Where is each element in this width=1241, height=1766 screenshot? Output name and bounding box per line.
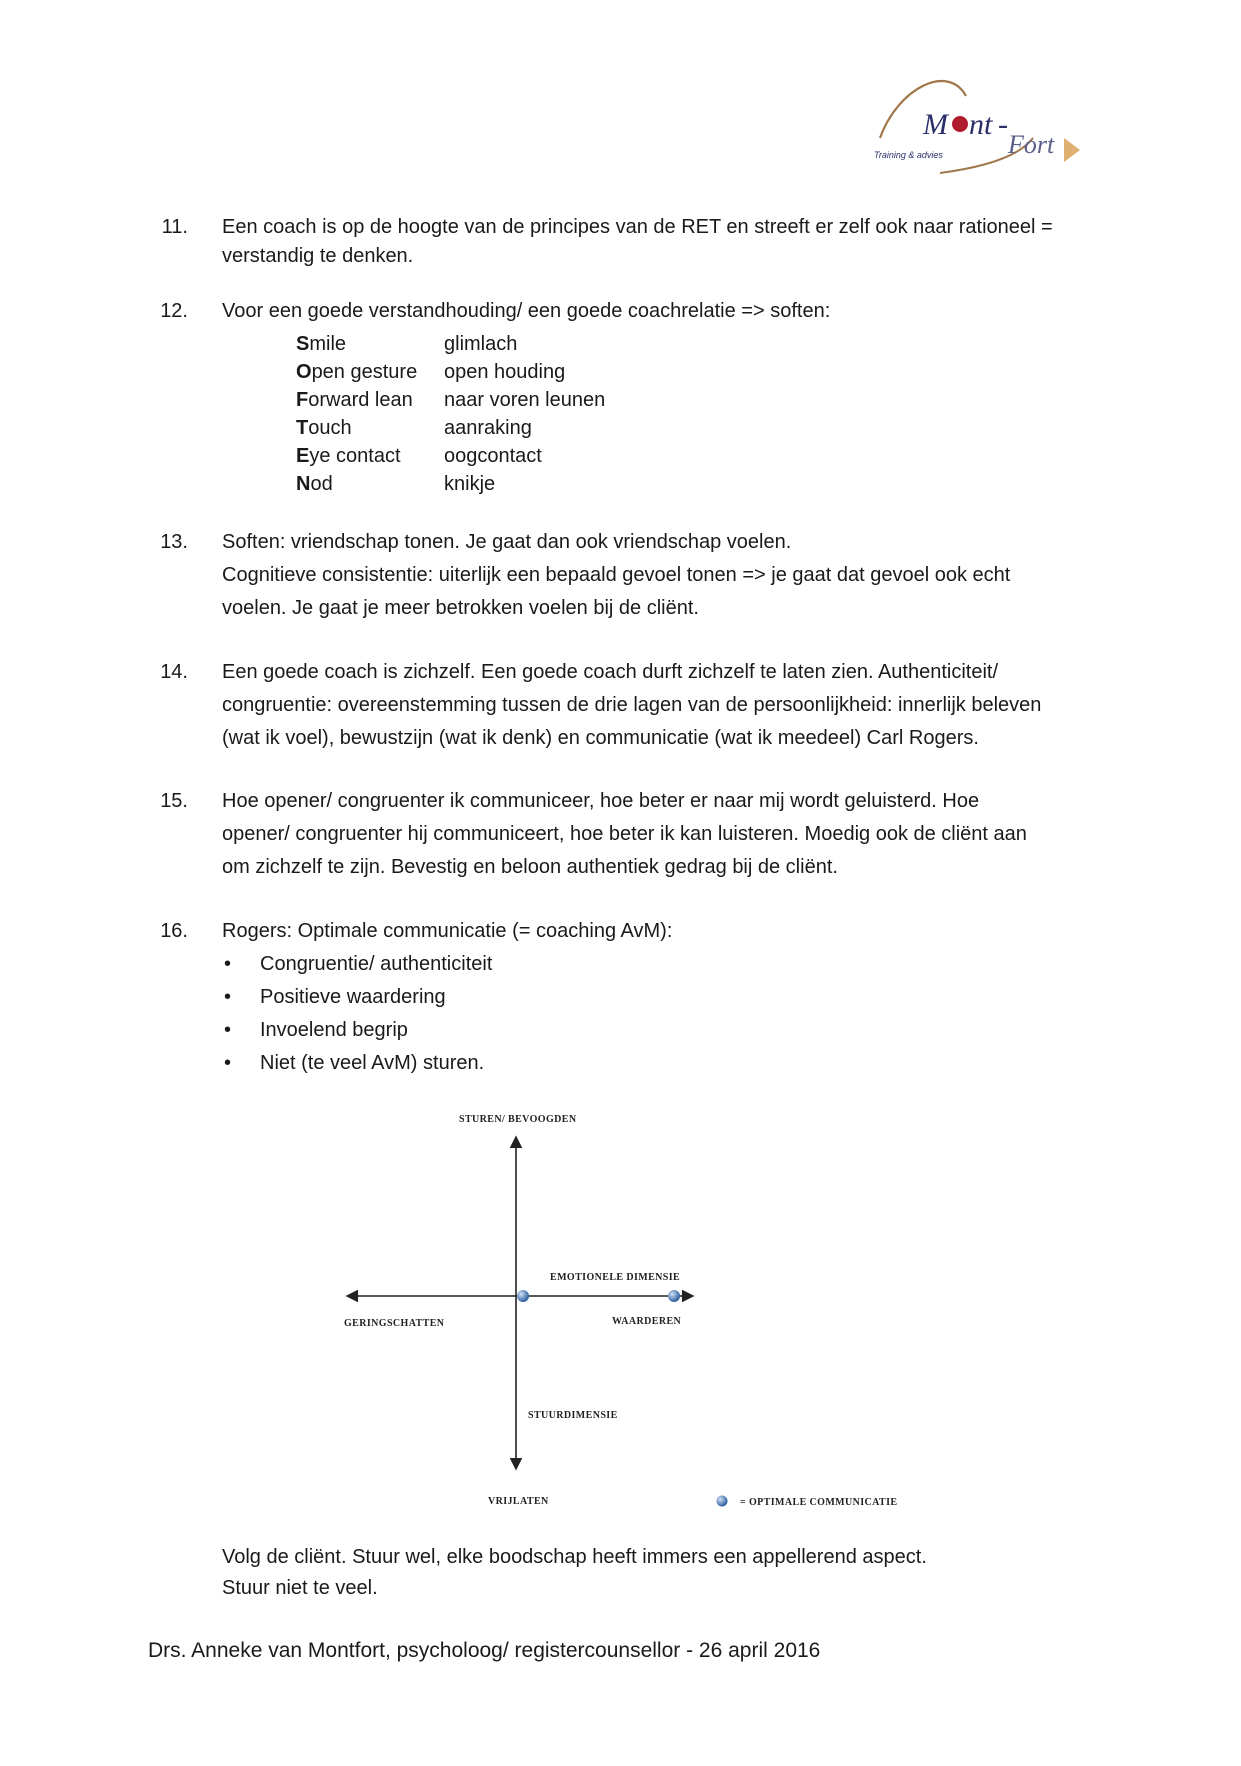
item-number: 12. [160, 300, 188, 322]
item-11-line-1: Een coach is op de hoogte van de principes van de RET en streeft er zelf ook naar rationeel = [222, 216, 1053, 238]
logo-red-dot [952, 116, 968, 132]
soften-row: Open gesture open houding [296, 361, 566, 383]
item-15-line-1: Hoe opener/ congruenter ik communiceer, hoe beter er naar mij wordt geluisterd. Hoe [222, 790, 980, 812]
soften-row: Smile glimlach [296, 333, 518, 355]
item-15-line-2: opener/ congruenter hij communiceert, hoe beter ik kan luisteren. Moedig ook de cliënt aan [222, 823, 1027, 845]
item-number: 16. [160, 920, 188, 942]
item-number: 15. [160, 790, 188, 812]
optimal-point-right [668, 1290, 680, 1302]
logo-dash: - [998, 108, 1008, 141]
soften-row: Eye contact oogcontact [296, 445, 542, 467]
soften-row: Nod knikje [296, 473, 496, 495]
label-right: WAARDEREN [612, 1316, 682, 1327]
item-16-line-1: Rogers: Optimale communicatie (= coaching AvM): [222, 920, 673, 942]
bullet-icon: • [224, 986, 232, 1008]
item-number: 11. [161, 216, 188, 238]
communication-diagram [330, 1100, 910, 1520]
bullet-icon: • [224, 953, 232, 975]
page-footer: Drs. Anneke van Montfort, psycholoog/ registercounsellor - 26 april 2016 [148, 1639, 821, 1662]
logo-arrow-icon [1064, 138, 1080, 162]
item-number: 14. [160, 661, 188, 683]
item-14-line-3: (wat ik voel), bewustzijn (wat ik denk) en communicatie (wat ik meedeel) Carl Rogers. [222, 727, 979, 749]
bullet-item: • Positieve waardering [224, 982, 446, 1012]
label-emotional-dimension: EMOTIONELE DIMENSIE [550, 1272, 681, 1283]
item-11-line-2: verstandig te denken. [222, 245, 414, 267]
label-steering-dimension: STUURDIMENSIE [528, 1410, 618, 1421]
label-bottom: VRIJLATEN [488, 1496, 549, 1507]
closing-line-1: Volg de cliënt. Stuur wel, elke boodschap heeft immers een appellerend aspect. [222, 1546, 927, 1568]
bullet-item: • Invoelend begrip [224, 1015, 408, 1045]
bullet-icon: • [224, 1019, 232, 1041]
logo-tagline: Training & advies [874, 150, 943, 160]
bullet-icon: • [224, 1052, 232, 1074]
item-13-line-1: Soften: vriendschap tonen. Je gaat dan ook vriendschap voelen. [222, 531, 792, 553]
item-14-line-2: congruentie: overeenstemming tussen de drie lagen van de persoonlijkheid: innerlijk beleven [222, 694, 1042, 716]
bullet-item: • Niet (te veel AvM) sturen. [224, 1048, 484, 1078]
logo-word-fort: Fort [1008, 130, 1055, 159]
bullet-item: • Congruentie/ authenticiteit [224, 949, 492, 979]
soften-row: Forward lean naar voren leunen [296, 389, 606, 411]
logo-word-mont: M [923, 108, 948, 141]
closing-line-2: Stuur niet te veel. [222, 1577, 378, 1599]
legend-label: = OPTIMALE COMMUNICATIE [740, 1497, 898, 1508]
label-left: GERINGSCHATTEN [344, 1318, 445, 1329]
item-14-line-1: Een goede coach is zichzelf. Een goede coach durft zichzelf te laten zien. Authenticiteit/ [222, 661, 999, 683]
item-15-line-3: om zichzelf te zijn. Bevestig en beloon authentiek gedrag bij de cliënt. [222, 856, 838, 878]
optimal-point-center [517, 1290, 529, 1302]
item-13-line-2: Cognitieve consistentie: uiterlijk een bepaald gevoel tonen => je gaat dat gevoel ook echt [222, 564, 1011, 586]
label-top: STUREN/ BEVOOGDEN [459, 1114, 577, 1125]
item-number: 13. [160, 531, 188, 553]
item-13-line-3: voelen. Je gaat je meer betrokken voelen bij de cliënt. [222, 597, 699, 619]
soften-row: Touch aanraking [296, 417, 532, 439]
legend-dot [717, 1496, 728, 1507]
item-12-line-1: Voor een goede verstandhouding/ een goede coachrelatie => soften: [222, 300, 831, 322]
mont-fort-logo [868, 68, 1098, 178]
logo-word-nt: nt [969, 108, 993, 141]
